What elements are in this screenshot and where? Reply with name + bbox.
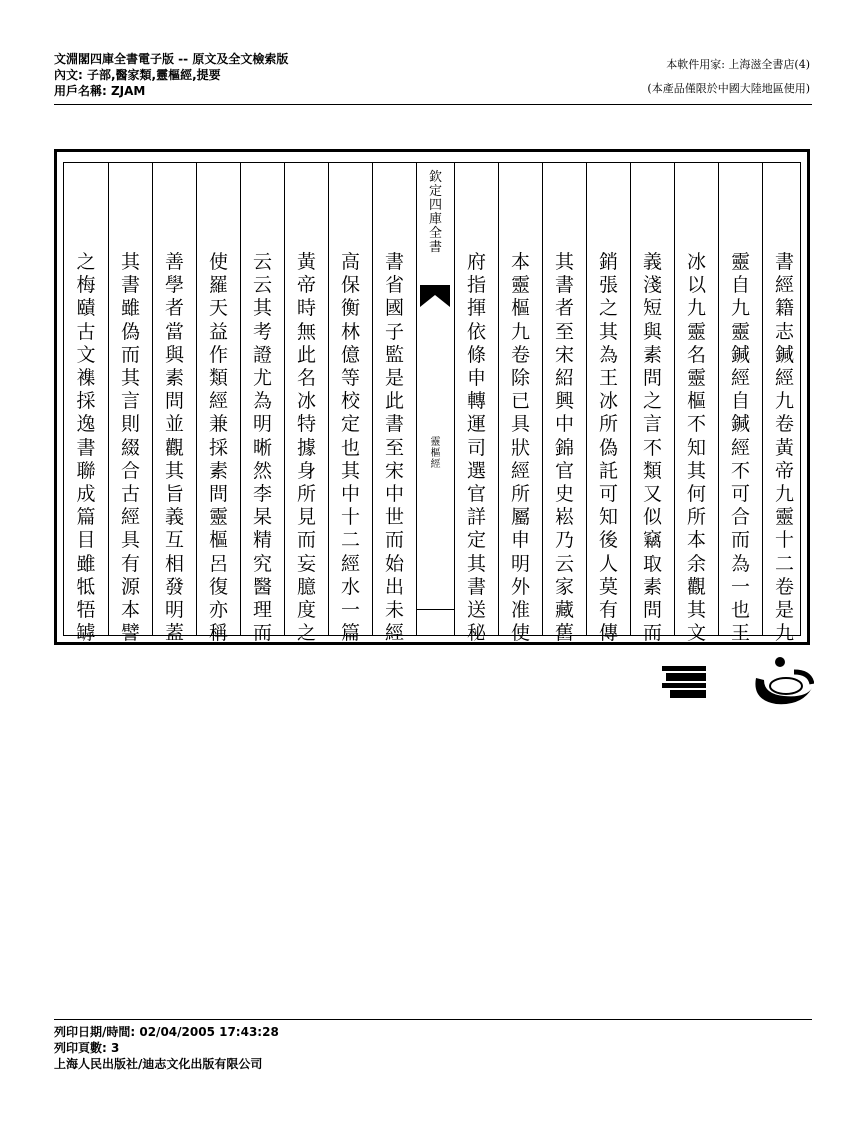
print-page-count: 列印頁數: 3 <box>54 1041 120 1055</box>
fish-tail-mark-icon <box>420 285 450 307</box>
text-column <box>718 163 762 645</box>
column-text: 銷 張 之 其 為 王 冰 所 偽 託 可 知 後 人 莫 有 傳 <box>598 251 618 645</box>
text-column <box>498 163 542 645</box>
text-column <box>152 163 196 645</box>
text-column <box>674 163 718 645</box>
page-frame <box>54 149 810 645</box>
header-divider <box>54 104 812 105</box>
text-column <box>372 163 416 645</box>
text-column <box>196 163 240 645</box>
header-username: 用戶名稱: ZJAM <box>54 84 146 98</box>
license-region: (本產品僅限於中國大陸地區使用) <box>647 82 810 95</box>
column-text: 冰 以 九 靈 名 靈 樞 不 知 其 何 所 本 余 觀 其 文 <box>686 251 706 645</box>
column-text: 其 書 者 至 宋 紹 興 中 錦 官 史 崧 乃 云 家 藏 舊 <box>554 251 574 645</box>
text-column <box>108 163 152 645</box>
column-text: 使 羅 天 益 作 類 經 兼 採 素 問 靈 樞 呂 復 亦 稱 <box>208 251 228 645</box>
publisher-names: 上海人民出版社/迪志文化出版有限公司 <box>54 1057 263 1071</box>
column-text: 黃 帝 時 無 此 名 冰 特 據 身 所 見 而 妄 臆 度 之 <box>296 251 316 645</box>
column-text: 靈 自 九 靈 鍼 經 自 鍼 經 不 可 合 而 為 一 也 王 <box>730 251 750 645</box>
header-content-path: 內文: 子部,醫家類,靈樞經,提要 <box>54 68 221 82</box>
license-info <box>647 53 810 101</box>
document-header <box>54 51 288 99</box>
column-text: 其 書 雖 偽 而 其 言 則 綴 合 古 經 具 有 源 本 譬 <box>120 251 140 645</box>
header-title: 文淵閣四庫全書電子版 -- 原文及全文檢索版 <box>54 52 289 66</box>
text-column <box>586 163 630 645</box>
footer-divider <box>54 1019 812 1020</box>
text-column <box>328 163 372 645</box>
text-column <box>284 163 328 645</box>
license-user: 本軟件用家: 上海滋全書店(4) <box>666 58 810 71</box>
publisher-logo-icon <box>660 654 814 716</box>
text-column <box>240 163 284 645</box>
center-title: 欽 定 四 庫 全 書 <box>428 170 442 255</box>
column-text: 書 省 國 子 監 是 此 書 至 宋 中 世 而 始 出 未 經 <box>384 251 404 645</box>
text-column <box>542 163 586 645</box>
column-text: 本 靈 樞 九 卷 除 已 具 狀 經 所 屬 申 明 外 准 使 <box>510 251 530 645</box>
text-block <box>63 162 801 645</box>
center-fold-column <box>416 163 454 635</box>
text-column <box>630 163 674 645</box>
column-text: 高 保 衡 林 億 等 校 定 也 其 中 十 二 經 水 一 篇 <box>340 251 360 645</box>
center-rule <box>417 609 454 610</box>
column-text: 之 梅 賾 古 文 襍 採 逸 書 聯 成 篇 目 雖 牴 牾 罅 <box>76 251 96 645</box>
text-column <box>762 163 806 645</box>
text-column <box>64 163 108 645</box>
text-column <box>454 163 498 645</box>
column-text: 義 淺 短 與 素 問 之 言 不 類 又 似 竊 取 素 問 而 <box>642 251 662 645</box>
print-footer <box>54 1024 279 1072</box>
column-text: 府 指 揮 依 條 申 轉 運 司 選 官 詳 定 其 書 送 秘 <box>466 251 486 645</box>
column-text: 云 云 其 考 證 尤 為 明 晰 然 李 杲 精 究 醫 理 而 <box>252 251 272 645</box>
center-book-title: 靈 樞 經 <box>430 437 441 470</box>
column-text: 善 學 者 當 與 素 問 並 觀 其 旨 義 互 相 發 明 蓋 <box>164 251 184 645</box>
print-datetime: 列印日期/時間: 02/04/2005 17:43:28 <box>54 1025 279 1039</box>
column-text: 書 經 籍 志 鍼 經 九 卷 黃 帝 九 靈 十 二 卷 是 九 <box>774 251 794 645</box>
